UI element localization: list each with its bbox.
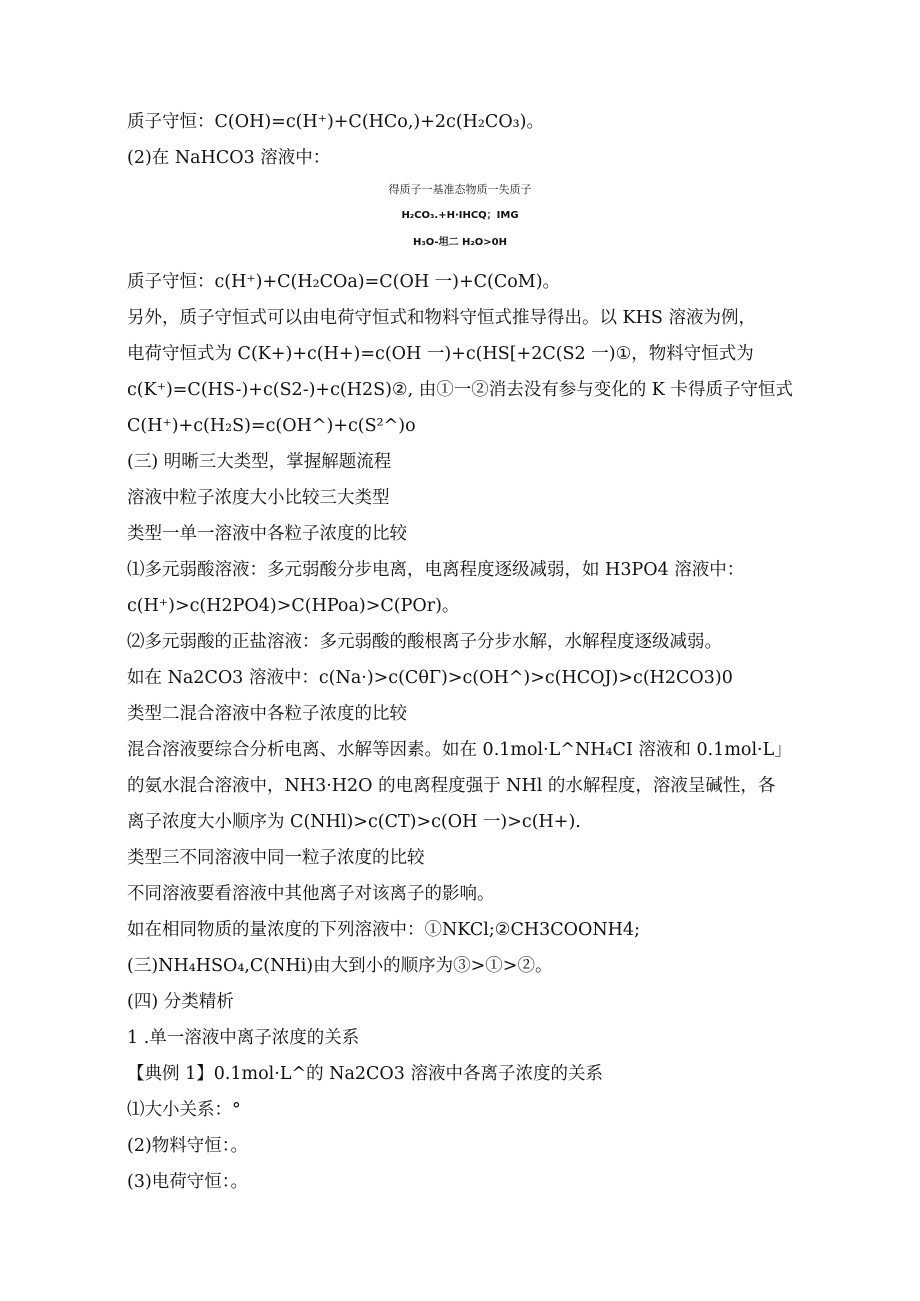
text-line: 另外，质子守恒式可以由电荷守恒式和物料守恒式推导得出。以 KHS 溶液为例，	[127, 308, 756, 328]
section-heading: (四) 分类精析	[127, 992, 234, 1012]
text-line: (3)电荷守恒：。	[127, 1172, 249, 1192]
text-line: ⑵多元弱酸的正盐溶液：多元弱酸的酸根离子分步水解，水解程度逐级减弱。	[127, 632, 722, 652]
text-line: 【典例 1】0.1mol·L^的 Na2CO3 溶液中各离子浓度的关系	[127, 1064, 603, 1084]
text-line: 类型三不同溶液中同一粒子浓度的比较	[127, 848, 425, 868]
text-line: (三)NH₄HSO₄,C(NHi)由大到小的顺序为③>①>②。	[127, 956, 553, 976]
text-line: 类型二混合溶液中各粒子浓度的比较	[127, 704, 407, 724]
text-line: 质子守恒：c(H⁺)+C(H₂COa)=C(OH 一)+C(CoM)。	[127, 272, 561, 292]
text-line: 如在 Na2CO3 溶液中：c(Na·)>c(CθΓ)>c(OH^)>c(HCOJ)>c(H2CO3)0	[127, 668, 733, 688]
text-line: 混合溶液要综合分析电离、水解等因素。如在 0.1mol·L^NH₄CI 溶液和 0.1mol·L」	[127, 740, 792, 760]
diagram-equation: H₂CO₃.+H·IHCQ；IMG	[401, 210, 519, 221]
section-heading: (三) 明晰三大类型，掌握解题流程	[127, 452, 392, 472]
text-line: c(K⁺)=C(HS-)+c(S2-)+c(H2S)②, 由①一②消去没有参与变化的 K 卡得质子守恒式	[127, 380, 793, 400]
text-line: C(H⁺)+c(H₂S)=c(OH^)+c(S²^)o	[127, 416, 416, 436]
text-line: 不同溶液要看溶液中其他离子对该离子的影响。	[127, 884, 495, 904]
text-line: 如在相同物质的量浓度的下列溶液中：①NKCl;②CH3COONH4;	[127, 920, 640, 940]
text-line: 1 .单一溶液中离子浓度的关系	[127, 1028, 360, 1048]
text-line: 电荷守恒式为 C(K+)+c(H+)=c(OH 一)+c(HS[+2C(S2 一)①，物料守恒式为	[127, 344, 754, 364]
text-line: (2)在 NaHCO3 溶液中：	[127, 148, 331, 168]
text-line: (2)物料守恒：。	[127, 1136, 249, 1156]
text-line: 离子浓度大小顺序为 C(NHl)>c(CT)>c(OH 一)>c(H+).	[127, 812, 581, 832]
text-line: ⑴多元弱酸溶液：多元弱酸分步电离，电离程度逐级减弱，如 H3PO4 溶液中：	[127, 560, 745, 580]
text-line: c(H⁺)>c(H2PO4)>C(HPoa)>C(POr)。	[127, 596, 460, 616]
diagram-equation: H₃O-坦二 H₂O>0H	[412, 237, 508, 248]
text-line: 质子守恒：C(OH)=c(H⁺)+C(HCo,)+2c(H₂CO₃)。	[127, 112, 545, 132]
diagram-title: 得质子一基准态物质一失质子	[388, 183, 532, 196]
text-line: 溶液中粒子浓度大小比较三大类型	[127, 488, 390, 508]
text-line: 的氨水混合溶液中，NH3·H2O 的电离程度强于 NHl 的水解程度，溶液呈碱性，各	[127, 776, 776, 796]
text-line: ⑴大小关系：°	[127, 1100, 241, 1120]
text-line: 类型一单一溶液中各粒子浓度的比较	[127, 524, 407, 544]
